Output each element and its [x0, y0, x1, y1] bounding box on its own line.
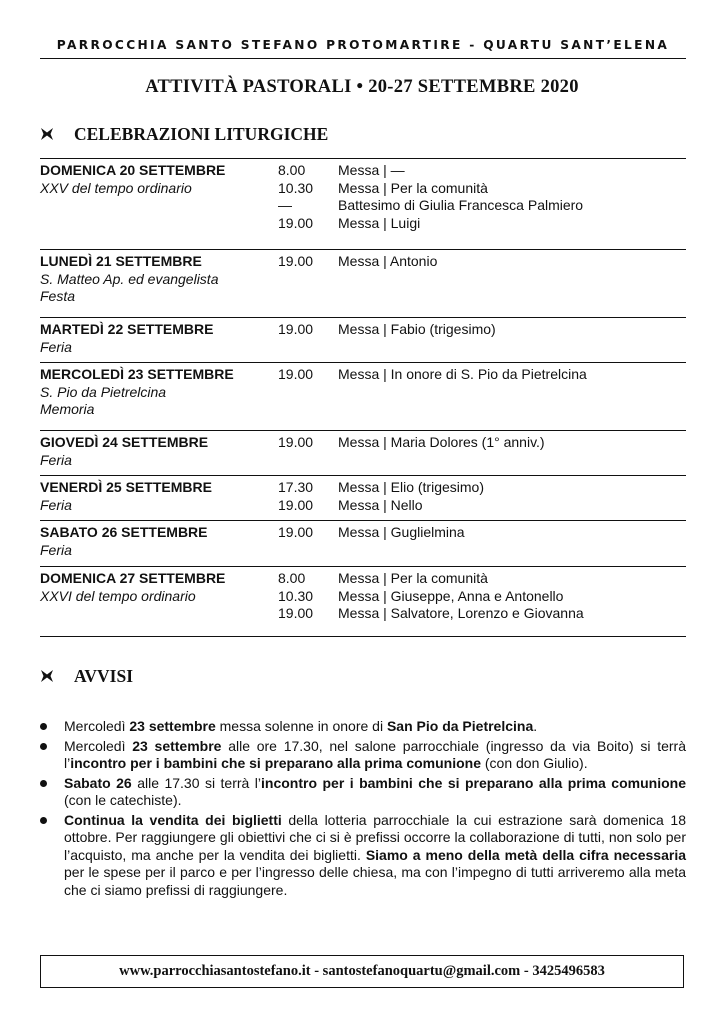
day-liturgical-note: S. Matteo Ap. ed evangelista	[40, 270, 219, 287]
day-info	[40, 162, 280, 197]
day-info	[40, 253, 280, 306]
mass-time: 10.30	[278, 179, 314, 196]
day-name: DOMENICA 20 SETTEMBRE	[40, 162, 226, 178]
day-liturgical-note: Memoria	[40, 401, 95, 417]
notice-emphasis: incontro per i bambini che si preparano alla prima comunione	[70, 755, 481, 771]
notice-emphasis: Siamo a meno della metà della cifra necessaria	[365, 846, 686, 863]
mass-time: 10.30	[278, 587, 314, 604]
day-liturgical-note: Festa	[40, 288, 76, 304]
schedule-day-row	[40, 566, 686, 636]
mass-time: 19.00	[278, 496, 314, 513]
mass-time: 8.00	[278, 162, 306, 178]
mass-entry	[278, 570, 584, 588]
day-name: MERCOLEDÌ 23 SETTEMBRE	[40, 366, 234, 382]
schedule-day-row	[40, 475, 686, 520]
bullet-dot-icon	[40, 743, 47, 750]
schedule-day-row	[40, 249, 686, 317]
bowtie-marker-icon	[40, 127, 54, 141]
day-liturgical-note: Feria	[40, 338, 72, 355]
day-name: VENERDÌ 25 SETTEMBRE	[40, 479, 212, 495]
mass-time: 19.00	[278, 524, 314, 540]
notice-text: Mercoledì	[64, 718, 130, 734]
mass-description: Messa | Nello	[338, 496, 423, 513]
notice-emphasis: 23 settembre	[132, 737, 222, 754]
section-title: AVVISI	[74, 665, 134, 686]
mass-list	[278, 479, 484, 514]
notice-item	[40, 738, 686, 773]
mass-time: 8.00	[278, 570, 306, 586]
schedule-bottom-rule	[40, 636, 686, 637]
mass-entry	[278, 605, 584, 623]
day-liturgical-note: XXVI del tempo ordinario	[40, 587, 196, 604]
day-liturgical-note: Feria	[40, 451, 72, 468]
bullet-dot-icon	[40, 780, 47, 787]
mass-time: 19.00	[278, 321, 314, 337]
notice-text: messa solenne in onore di	[215, 718, 387, 734]
schedule-day-row	[40, 158, 686, 249]
day-name: DOMENICA 27 SETTEMBRE	[40, 570, 226, 586]
day-liturgical-note: Feria	[40, 541, 72, 558]
mass-entry	[278, 497, 484, 515]
mass-entry	[278, 180, 583, 198]
notice-text: (con le catechiste).	[64, 792, 182, 808]
day-liturgical-note: Feria	[40, 496, 72, 513]
mass-description: Messa | In onore di S. Pio da Pietrelcina	[338, 366, 587, 382]
schedule-day-row	[40, 317, 686, 362]
notice-emphasis: 23 settembre	[129, 718, 216, 734]
day-info	[40, 321, 280, 356]
notice-emphasis: San Pio da Pietrelcina	[386, 718, 534, 734]
mass-list	[278, 570, 584, 623]
mass-time: 19.00	[278, 434, 314, 450]
mass-description: Messa | Per la comunità	[338, 179, 488, 196]
mass-entry	[278, 524, 465, 542]
day-info	[40, 479, 280, 514]
mass-entry	[278, 197, 583, 215]
mass-time: 17.30	[278, 479, 314, 495]
day-liturgical-note: S. Pio da Pietrelcina	[40, 383, 167, 400]
mass-description: Messa | Giuseppe, Anna e Antonello	[338, 587, 564, 604]
day-info	[40, 366, 280, 419]
schedule-day-row	[40, 362, 686, 430]
mass-entry	[278, 366, 587, 384]
mass-entry	[278, 588, 584, 606]
mass-description: Messa | Luigi	[338, 214, 421, 231]
day-name: MARTEDÌ 22 SETTEMBRE	[40, 321, 214, 337]
mass-list	[278, 253, 437, 271]
notice-text: Mercoledì	[64, 737, 133, 754]
mass-list	[278, 524, 465, 542]
mass-description: Messa | Salvatore, Lorenzo e Giovanna	[338, 605, 584, 621]
notice-text: per le spese per il parco e per l’ingresso delle chiesa, ma con l’impegno di tutti arriveremo alla meta che ci siamo prefissi di raggiungere.	[64, 864, 686, 898]
day-info	[40, 524, 280, 559]
mass-entry	[278, 321, 496, 339]
day-name: LUNEDÌ 21 SETTEMBRE	[40, 253, 202, 269]
mass-description: Messa | Per la comunità	[338, 570, 488, 586]
notice-text: alle 17.30 si terrà l’	[131, 774, 262, 791]
mass-description: Messa | Fabio (trigesimo)	[338, 321, 496, 337]
notice-item	[40, 812, 686, 900]
bullet-dot-icon	[40, 723, 47, 730]
mass-description: Messa | —	[338, 162, 405, 178]
day-name: GIOVEDÌ 24 SETTEMBRE	[40, 434, 209, 450]
notices-list	[40, 718, 686, 901]
mass-entry	[278, 215, 583, 233]
schedule-day-row	[40, 430, 686, 475]
mass-description: Messa | Elio (trigesimo)	[338, 479, 485, 495]
mass-list	[278, 321, 496, 339]
mass-time: 19.00	[278, 605, 314, 621]
mass-time: 19.00	[278, 214, 314, 231]
mass-list	[278, 434, 545, 452]
section-liturgy-heading	[40, 121, 328, 147]
schedule-day-row	[40, 520, 686, 566]
page-title: ATTIVITÀ PASTORALI • 20-27 SETTEMBRE 2020	[145, 77, 579, 97]
bullet-dot-icon	[40, 817, 47, 824]
mass-list	[278, 366, 587, 384]
day-info	[40, 434, 280, 469]
day-info	[40, 570, 280, 605]
mass-time: 19.00	[278, 366, 314, 382]
mass-entry	[278, 253, 437, 271]
mass-description: Battesimo di Giulia Francesca Palmiero	[338, 197, 584, 213]
section-title: CELEBRAZIONI LITURGICHE	[74, 123, 329, 144]
parish-header: PARROCCHIA SANTO STEFANO PROTOMARTIRE - QUARTU SANT’ELENA	[40, 32, 686, 59]
mass-time: —	[278, 197, 292, 213]
mass-entry	[278, 162, 583, 180]
notice-item	[40, 775, 686, 810]
day-name: SABATO 26 SETTEMBRE	[40, 524, 208, 540]
notice-text: alle ore 17.30, nel salone parrocchiale (ingresso da via Boito) si terrà l’	[64, 737, 687, 771]
mass-list	[278, 162, 583, 232]
notice-emphasis: Continua la vendita dei biglietti	[64, 811, 282, 828]
mass-description: Messa | Maria Dolores (1° anniv.)	[338, 434, 545, 450]
day-liturgical-note: XXV del tempo ordinario	[40, 179, 192, 196]
mass-entry	[278, 479, 484, 497]
mass-entry	[278, 434, 545, 452]
section-notices-heading	[40, 663, 133, 689]
mass-description: Messa | Guglielmina	[338, 524, 465, 540]
schedule-table	[40, 158, 686, 637]
notice-item	[40, 718, 686, 736]
notice-text: (con don Giulio).	[481, 755, 588, 771]
bowtie-marker-icon	[40, 669, 54, 683]
mass-time: 19.00	[278, 253, 314, 269]
contact-footer: www.parrocchiasantostefano.it - santostefanoquartu@gmail.com - 3425496583	[40, 955, 684, 988]
notice-emphasis: Sabato 26	[64, 774, 132, 791]
notice-text: .	[533, 718, 538, 734]
notice-emphasis: incontro per i bambini che si preparano alla prima comunione	[261, 774, 686, 791]
mass-description: Messa | Antonio	[338, 253, 438, 269]
notice-text: della lotteria parrocchiale la cui estrazione sarà domenica 18 ottobre. Per raggiungere gli obiettivi che ci si è prefissi occorre la collaborazione di tutti, non solo per l’acquisto, ma anche per la vendita dei biglietti.	[64, 811, 687, 863]
